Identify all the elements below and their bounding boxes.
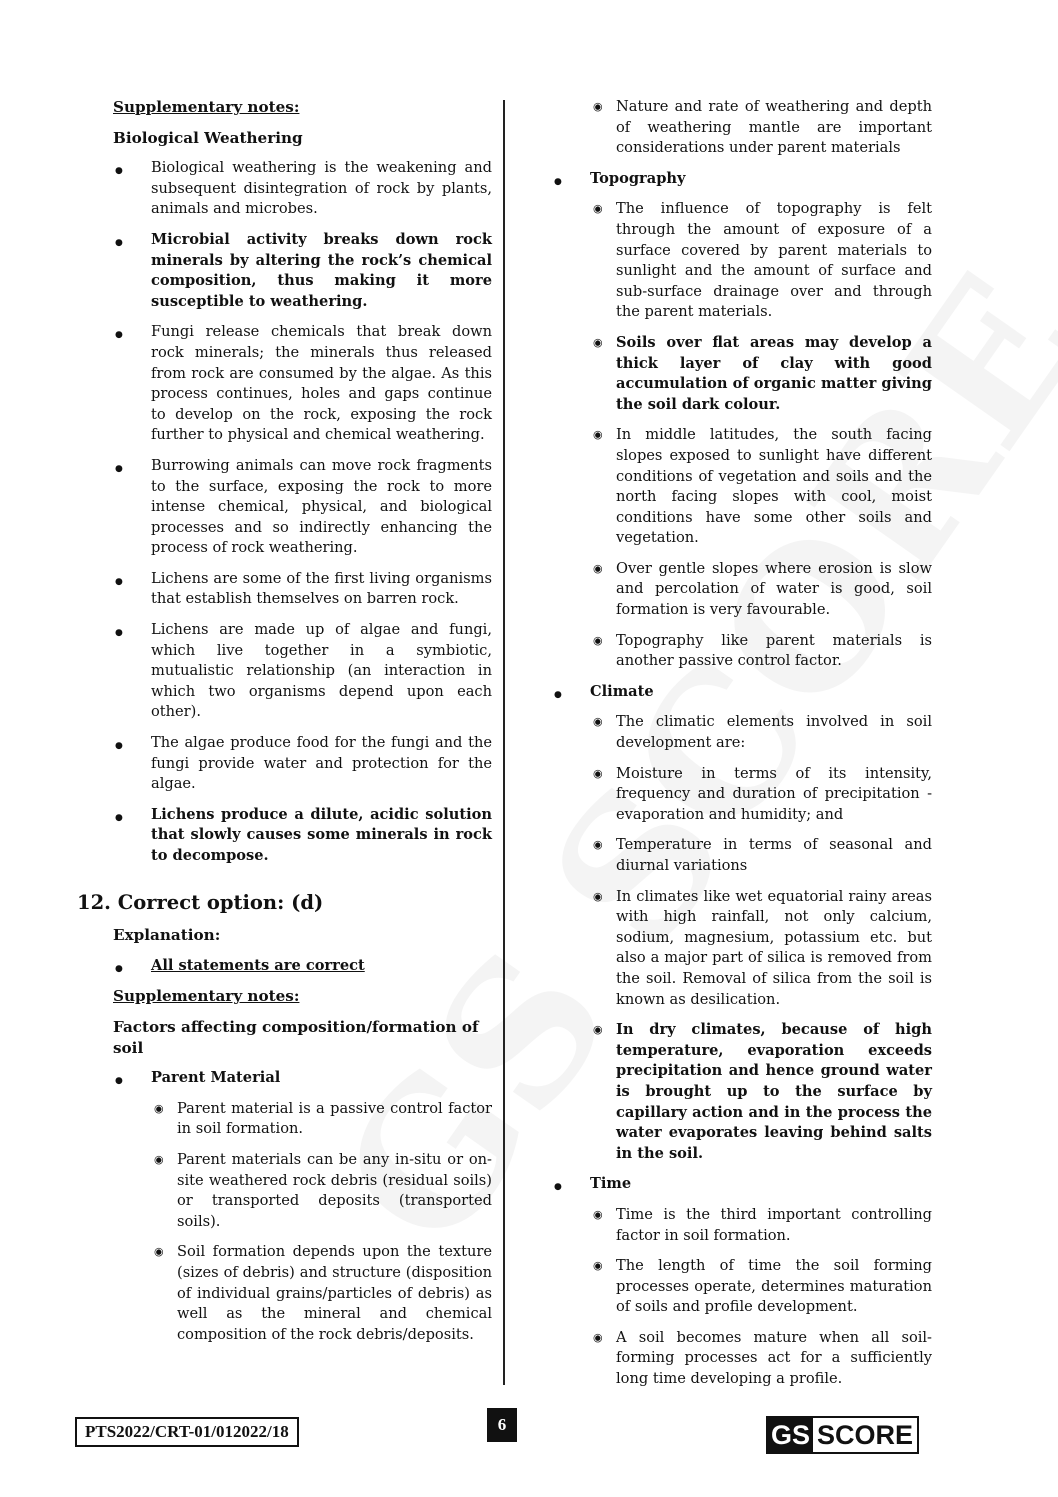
bullet-item [113, 456, 492, 559]
sub-bullet-item [552, 835, 932, 876]
right-column [552, 97, 932, 1400]
item-text: Soils over flat areas may develop a thick layer of clay with good accumulation of organic matter giving the soil dark colour. [616, 333, 932, 413]
item-text: Soil formation depends upon the texture (sizes of debris) and structure (disposition of individual grains/particles of debris) as well as the mineral and chemical composition of the rock debris/deposits. [177, 1243, 492, 1343]
bullet-icon: ● [115, 628, 123, 639]
item-text: Lichens are some of the first living organisms that establish themselves on barren rock. [151, 569, 492, 608]
bullet-item [113, 620, 492, 723]
item-text: Parent Material [151, 1069, 281, 1087]
item-text: Lichens are made up of algae and fungi, which live together in a symbiotic, mutualistic relationship (an interaction in which two organisms depend upon each other). [151, 621, 492, 721]
sub-bullet-item [552, 97, 932, 159]
sub-bullet-item [552, 199, 932, 323]
item-text: Nature and rate of weathering and depth of weathering mantle are important considerations under parent materials [616, 98, 932, 157]
item-text: Burrowing animals can move rock fragments to the surface, exposing the rock to more intense chemical, physical, and biological processes and so indirectly enhancing the process of rock weathering. [151, 456, 492, 557]
item-text: Over gentle slopes where erosion is slow and percolation of water is good, soil formation is very favourable. [616, 559, 932, 619]
bullet-icon: ● [115, 237, 123, 248]
sub-bullet-item [113, 1099, 492, 1140]
section-heading: Supplementary notes: [113, 987, 300, 1006]
bullet-icon: ● [115, 812, 123, 823]
column-divider [503, 100, 505, 1385]
sub-bullet-item [552, 333, 932, 415]
sub-bullet-item [552, 631, 932, 672]
item-text: Temperature in terms of seasonal and diurnal variations [616, 836, 932, 874]
bullet-item [113, 956, 492, 977]
bullet-icon: ● [115, 463, 123, 474]
left-column [77, 97, 492, 1355]
bullet-icon: ● [115, 1076, 123, 1087]
bullet-item [113, 569, 492, 610]
bullet-item [113, 1068, 492, 1089]
item-text: The climatic elements involved in soil development are: [616, 713, 932, 752]
item-text: Moisture in terms of its intensity, frequency and duration of precipitation -evaporation and humidity; and [616, 764, 932, 823]
circle-bullet-icon: ◉ [593, 838, 603, 852]
item-text: Parent material is a passive control factor in soil formation. [177, 1099, 492, 1138]
circle-bullet-icon: ◉ [593, 1207, 603, 1221]
circle-bullet-icon: ◉ [154, 1152, 164, 1166]
sub-bullet-item [552, 1205, 932, 1246]
question-heading: 12. Correct option: (d) [77, 890, 324, 914]
page-number: 6 [487, 1408, 517, 1442]
item-text: Parent materials can be any in-situ or on-site weathered rock debris (residual soils) or transported deposits (transported soils). [177, 1150, 492, 1230]
bullet-icon: ● [115, 330, 123, 341]
section-heading: Biological Weathering [113, 128, 303, 147]
item-text: Biological weathering is the weakening and subsequent disintegration of rock by plants, animals and microbes. [151, 159, 492, 218]
section-heading: Explanation: [113, 926, 221, 945]
section-heading: Supplementary notes: [113, 98, 300, 116]
circle-bullet-icon: ◉ [593, 766, 603, 780]
sub-bullet-item [552, 887, 932, 1011]
section-heading: Factors affecting composition/formation of soil [113, 1017, 479, 1057]
bullet-item [113, 158, 492, 220]
item-text: Topography [590, 169, 686, 187]
bullet-icon: ● [115, 576, 123, 587]
circle-bullet-icon: ◉ [593, 561, 603, 575]
circle-bullet-icon: ◉ [154, 1101, 164, 1115]
circle-bullet-icon: ◉ [593, 428, 603, 442]
sub-bullet-item [113, 1150, 492, 1232]
bullet-icon: ● [554, 1182, 562, 1193]
item-text: All statements are correct [151, 956, 365, 974]
bullet-item [552, 1174, 932, 1195]
bullet-item [113, 322, 492, 446]
item-text: Microbial activity breaks down rock minerals by altering the rock’s chemical composition, thus making it more susceptible to weathering. [151, 230, 492, 310]
sub-bullet-item [552, 559, 932, 621]
item-text: The influence of topography is felt through the amount of exposure of a surface covered by parent materials to sunlight and the amount of surface and sub-surface drainage over and through the parent materials. [616, 200, 932, 321]
sub-bullet-item [552, 712, 932, 753]
circle-bullet-icon: ◉ [154, 1245, 164, 1259]
sub-bullet-item [552, 425, 932, 549]
bullet-item [552, 169, 932, 190]
item-text: A soil becomes mature when all soil-forming processes act for a sufficiently long time developing a profile. [616, 1328, 932, 1388]
item-text: The algae produce food for the fungi and the fungi provide water and protection for the algae. [151, 734, 492, 793]
document-code: PTS2022/CRT-01/012022/18 [75, 1417, 299, 1447]
sub-bullet-item [113, 1242, 492, 1345]
item-text: Topography like parent materials is another passive control factor. [616, 631, 932, 670]
bullet-item [113, 733, 492, 795]
circle-bullet-icon: ◉ [593, 633, 603, 647]
circle-bullet-icon: ◉ [593, 100, 603, 113]
item-text: In dry climates, because of high temperature, evaporation exceeds precipitation and hence ground water is brought up to the surface by capillary action and in the process the water evaporates leaving behind salts in the soil. [616, 1021, 932, 1162]
item-text: In climates like wet equatorial rainy areas with high rainfall, not only calcium, sodium, magnesium, potassium etc. but also a major part of silica is removed from the soil. Removal of silica from the soil is known as desilication. [616, 887, 932, 1008]
bullet-icon: ● [115, 166, 123, 177]
item-text: Lichens produce a dilute, acidic solution that slowly causes some minerals in rock to decompose. [151, 805, 492, 864]
sub-bullet-item [552, 1256, 932, 1318]
circle-bullet-icon: ◉ [593, 1259, 603, 1273]
bullet-item [113, 805, 492, 867]
sub-bullet-item [552, 1020, 932, 1164]
bullet-icon: ● [554, 689, 562, 700]
bullet-icon: ● [115, 741, 123, 752]
bullet-icon: ● [554, 176, 562, 187]
bullet-item [552, 682, 932, 703]
item-text: In middle latitudes, the south facing slopes exposed to sunlight have different conditions of vegetation and soils and the north facing slopes with cool, moist conditions have some other soils and vegetation. [616, 426, 932, 547]
gs-score-logo [766, 1416, 919, 1454]
item-text: Time is the third important controlling factor in soil formation. [616, 1205, 932, 1244]
circle-bullet-icon: ◉ [593, 715, 603, 729]
item-text: Climate [590, 682, 654, 700]
sub-bullet-item [552, 764, 932, 826]
bullet-icon: ● [115, 963, 123, 974]
circle-bullet-icon: ◉ [593, 202, 603, 216]
circle-bullet-icon: ◉ [593, 1330, 603, 1344]
bullet-item [113, 230, 492, 312]
sub-bullet-item [552, 1328, 932, 1390]
logo-gs: GS [768, 1418, 813, 1452]
logo-score: SCORE [817, 1420, 914, 1450]
item-text: Time [590, 1175, 632, 1193]
circle-bullet-icon: ◉ [593, 889, 603, 903]
circle-bullet-icon: ◉ [593, 1023, 603, 1037]
item-text: The length of time the soil forming processes operate, determines maturation of soils and profile development. [616, 1257, 932, 1316]
item-text: Fungi release chemicals that break down rock minerals; the minerals thus released from rock are consumed by the algae. As this process continues, holes and gaps continue to develop on the rock, exposing the rock further to physical and chemical weathering. [151, 323, 492, 444]
circle-bullet-icon: ◉ [593, 335, 603, 349]
